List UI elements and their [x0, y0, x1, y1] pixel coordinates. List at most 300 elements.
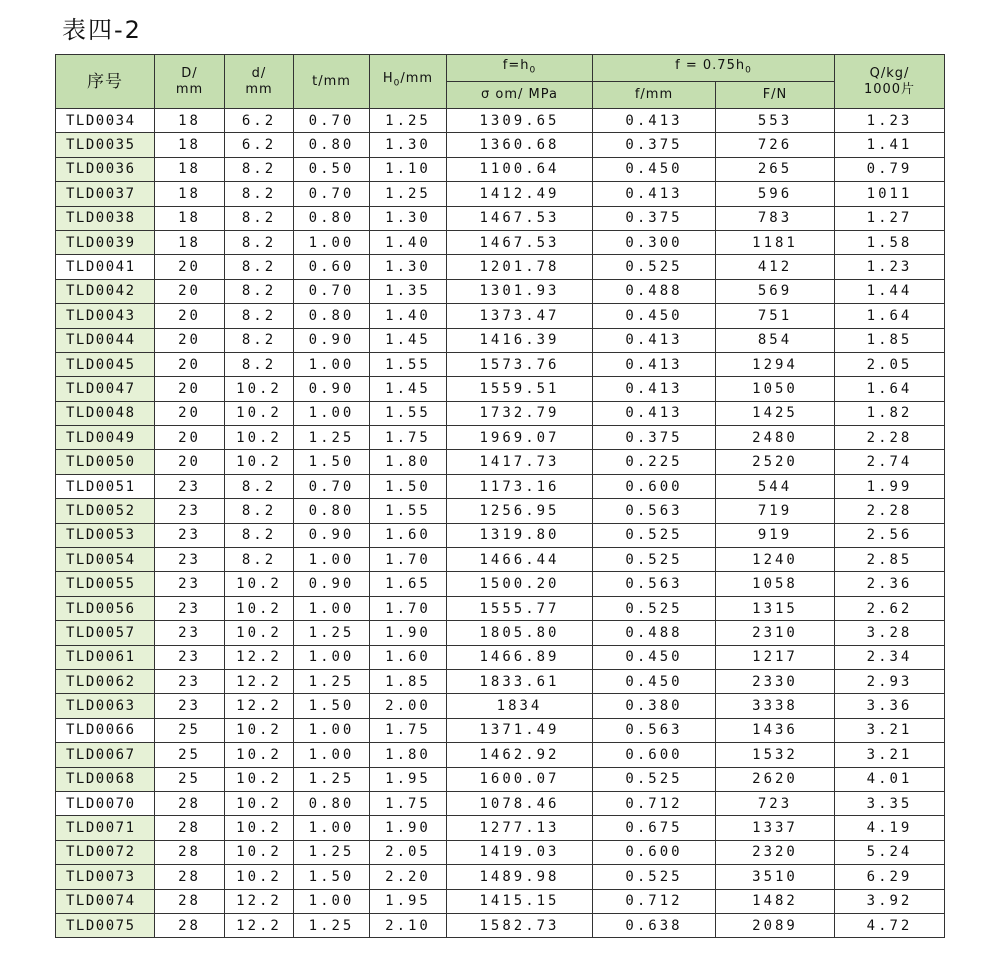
header-d [225, 55, 294, 109]
cell-sigma: 1416.39 [447, 328, 593, 352]
header-f: f/mm [593, 82, 716, 109]
cell-t: 0.70 [294, 182, 370, 206]
cell-sigma: 1467.53 [447, 230, 593, 254]
cell-sigma: 1319.80 [447, 523, 593, 547]
cell-sigma: 1100.64 [447, 157, 593, 181]
table-row [56, 889, 945, 913]
cell-code: TLD0053 [56, 523, 155, 547]
cell-f: 0.525 [593, 523, 716, 547]
cell-sigma: 1277.13 [447, 816, 593, 840]
table-body [56, 109, 945, 938]
cell-Q: 2.62 [835, 596, 945, 620]
cell-code: TLD0066 [56, 718, 155, 742]
cell-d: 10.2 [225, 401, 294, 425]
cell-d: 8.2 [225, 230, 294, 254]
cell-f: 0.638 [593, 913, 716, 937]
cell-f: 0.225 [593, 450, 716, 474]
cell-t: 0.90 [294, 572, 370, 596]
cell-code: TLD0047 [56, 377, 155, 401]
cell-sigma: 1078.46 [447, 791, 593, 815]
cell-f: 0.600 [593, 743, 716, 767]
cell-D: 18 [155, 133, 225, 157]
cell-F: 751 [716, 304, 835, 328]
cell-Q: 3.21 [835, 743, 945, 767]
cell-sigma: 1466.89 [447, 645, 593, 669]
cell-d: 8.2 [225, 157, 294, 181]
cell-F: 1058 [716, 572, 835, 596]
cell-d: 10.2 [225, 816, 294, 840]
cell-d: 12.2 [225, 694, 294, 718]
cell-code: TLD0037 [56, 182, 155, 206]
cell-Q: 3.28 [835, 621, 945, 645]
cell-d: 10.2 [225, 840, 294, 864]
cell-H0: 1.55 [370, 499, 447, 523]
cell-f: 0.413 [593, 401, 716, 425]
cell-d: 10.2 [225, 767, 294, 791]
table-row [56, 499, 945, 523]
header-d-line2: mm [245, 81, 273, 97]
page-title: 表四-2 [62, 16, 142, 44]
cell-D: 20 [155, 401, 225, 425]
cell-code: TLD0068 [56, 767, 155, 791]
table-row [56, 426, 945, 450]
cell-Q: 1.23 [835, 255, 945, 279]
cell-d: 6.2 [225, 133, 294, 157]
cell-d: 10.2 [225, 572, 294, 596]
cell-D: 18 [155, 182, 225, 206]
cell-sigma: 1417.73 [447, 450, 593, 474]
cell-Q: 3.21 [835, 718, 945, 742]
cell-f: 0.413 [593, 182, 716, 206]
cell-sigma: 1415.15 [447, 889, 593, 913]
cell-H0: 1.80 [370, 450, 447, 474]
cell-t: 1.00 [294, 596, 370, 620]
cell-Q: 4.19 [835, 816, 945, 840]
cell-D: 23 [155, 474, 225, 498]
cell-D: 20 [155, 426, 225, 450]
cell-H0: 1.55 [370, 401, 447, 425]
cell-H0: 1.65 [370, 572, 447, 596]
cell-f: 0.413 [593, 328, 716, 352]
cell-H0: 1.50 [370, 474, 447, 498]
cell-t: 0.70 [294, 279, 370, 303]
cell-t: 0.80 [294, 304, 370, 328]
cell-t: 1.00 [294, 230, 370, 254]
cell-t: 1.25 [294, 913, 370, 937]
cell-d: 10.2 [225, 718, 294, 742]
cell-F: 265 [716, 157, 835, 181]
cell-code: TLD0072 [56, 840, 155, 864]
cell-t: 1.00 [294, 816, 370, 840]
cell-d: 8.2 [225, 279, 294, 303]
cell-f: 0.600 [593, 474, 716, 498]
cell-Q: 2.28 [835, 426, 945, 450]
table-row [56, 743, 945, 767]
cell-F: 1315 [716, 596, 835, 620]
cell-d: 8.2 [225, 548, 294, 572]
cell-Q: 3.92 [835, 889, 945, 913]
cell-Q: 1.64 [835, 377, 945, 401]
table-row [56, 109, 945, 133]
table-row [56, 304, 945, 328]
cell-sigma: 1732.79 [447, 401, 593, 425]
cell-f: 0.525 [593, 548, 716, 572]
cell-F: 2330 [716, 669, 835, 693]
cell-F: 1050 [716, 377, 835, 401]
cell-Q: 1.85 [835, 328, 945, 352]
table-row [56, 157, 945, 181]
cell-d: 8.2 [225, 499, 294, 523]
cell-t: 1.25 [294, 669, 370, 693]
cell-F: 1217 [716, 645, 835, 669]
cell-code: TLD0052 [56, 499, 155, 523]
cell-code: TLD0070 [56, 791, 155, 815]
cell-D: 23 [155, 523, 225, 547]
cell-f: 0.488 [593, 621, 716, 645]
cell-F: 723 [716, 791, 835, 815]
cell-sigma: 1466.44 [447, 548, 593, 572]
cell-Q: 5.24 [835, 840, 945, 864]
cell-code: TLD0042 [56, 279, 155, 303]
header-D [155, 55, 225, 109]
cell-Q: 4.01 [835, 767, 945, 791]
cell-f: 0.525 [593, 596, 716, 620]
cell-sigma: 1834 [447, 694, 593, 718]
table-row [56, 548, 945, 572]
cell-d: 10.2 [225, 791, 294, 815]
cell-t: 1.25 [294, 621, 370, 645]
table-row [56, 621, 945, 645]
table-row [56, 669, 945, 693]
cell-D: 23 [155, 694, 225, 718]
cell-sigma: 1489.98 [447, 865, 593, 889]
cell-d: 12.2 [225, 913, 294, 937]
cell-f: 0.525 [593, 865, 716, 889]
cell-d: 10.2 [225, 450, 294, 474]
cell-F: 553 [716, 109, 835, 133]
cell-F: 596 [716, 182, 835, 206]
cell-H0: 2.00 [370, 694, 447, 718]
cell-H0: 1.35 [370, 279, 447, 303]
cell-Q: 1.64 [835, 304, 945, 328]
cell-F: 544 [716, 474, 835, 498]
cell-F: 3510 [716, 865, 835, 889]
cell-F: 2480 [716, 426, 835, 450]
cell-d: 8.2 [225, 255, 294, 279]
cell-f: 0.413 [593, 377, 716, 401]
cell-H0: 1.95 [370, 889, 447, 913]
table-row [56, 596, 945, 620]
cell-t: 1.25 [294, 840, 370, 864]
cell-f: 0.712 [593, 889, 716, 913]
cell-F: 412 [716, 255, 835, 279]
cell-H0: 1.85 [370, 669, 447, 693]
cell-D: 18 [155, 206, 225, 230]
cell-f: 0.300 [593, 230, 716, 254]
cell-F: 854 [716, 328, 835, 352]
cell-D: 28 [155, 791, 225, 815]
cell-H0: 1.90 [370, 621, 447, 645]
table-row [56, 230, 945, 254]
cell-f: 0.563 [593, 718, 716, 742]
cell-Q: 0.79 [835, 157, 945, 181]
cell-D: 23 [155, 548, 225, 572]
cell-t: 1.00 [294, 743, 370, 767]
cell-f: 0.563 [593, 499, 716, 523]
header-H0 [370, 55, 447, 109]
cell-F: 726 [716, 133, 835, 157]
cell-D: 25 [155, 767, 225, 791]
header-t: t/mm [294, 55, 370, 109]
cell-f: 0.600 [593, 840, 716, 864]
cell-F: 1532 [716, 743, 835, 767]
header-fh0-main: f=h [502, 57, 530, 73]
cell-f: 0.413 [593, 352, 716, 376]
cell-t: 0.90 [294, 523, 370, 547]
cell-f: 0.450 [593, 645, 716, 669]
cell-sigma: 1371.49 [447, 718, 593, 742]
cell-d: 12.2 [225, 669, 294, 693]
cell-H0: 2.20 [370, 865, 447, 889]
table-row [56, 913, 945, 937]
cell-H0: 1.25 [370, 182, 447, 206]
header-no: 序号 [56, 55, 155, 109]
cell-code: TLD0034 [56, 109, 155, 133]
cell-t: 1.00 [294, 548, 370, 572]
cell-H0: 1.70 [370, 596, 447, 620]
cell-t: 1.50 [294, 694, 370, 718]
cell-sigma: 1412.49 [447, 182, 593, 206]
cell-D: 18 [155, 230, 225, 254]
cell-d: 10.2 [225, 621, 294, 645]
cell-sigma: 1600.07 [447, 767, 593, 791]
header-sigma: σ om/ MPa [447, 82, 593, 109]
cell-Q: 1.82 [835, 401, 945, 425]
cell-Q: 2.36 [835, 572, 945, 596]
cell-f: 0.563 [593, 572, 716, 596]
cell-Q: 1.44 [835, 279, 945, 303]
table-row [56, 645, 945, 669]
cell-t: 1.00 [294, 645, 370, 669]
cell-d: 8.2 [225, 328, 294, 352]
cell-t: 0.90 [294, 377, 370, 401]
header-D-line1: D/ [181, 65, 198, 81]
cell-H0: 1.60 [370, 645, 447, 669]
header-f075-main: f = 0.75h [675, 57, 746, 73]
cell-H0: 1.40 [370, 304, 447, 328]
cell-f: 0.450 [593, 669, 716, 693]
header-d-line1: d/ [251, 65, 267, 81]
table-row [56, 328, 945, 352]
cell-code: TLD0038 [56, 206, 155, 230]
cell-d: 10.2 [225, 596, 294, 620]
cell-t: 0.50 [294, 157, 370, 181]
table-row [56, 694, 945, 718]
cell-D: 20 [155, 255, 225, 279]
cell-F: 1294 [716, 352, 835, 376]
cell-code: TLD0035 [56, 133, 155, 157]
cell-code: TLD0036 [56, 157, 155, 181]
table-row [56, 450, 945, 474]
cell-sigma: 1500.20 [447, 572, 593, 596]
cell-F: 1240 [716, 548, 835, 572]
cell-t: 0.70 [294, 474, 370, 498]
cell-D: 25 [155, 718, 225, 742]
cell-f: 0.450 [593, 304, 716, 328]
cell-D: 25 [155, 743, 225, 767]
table-row [56, 279, 945, 303]
cell-code: TLD0048 [56, 401, 155, 425]
cell-code: TLD0056 [56, 596, 155, 620]
cell-F: 569 [716, 279, 835, 303]
cell-code: TLD0050 [56, 450, 155, 474]
cell-Q: 1.99 [835, 474, 945, 498]
cell-t: 1.00 [294, 401, 370, 425]
cell-f: 0.488 [593, 279, 716, 303]
cell-sigma: 1467.53 [447, 206, 593, 230]
cell-code: TLD0051 [56, 474, 155, 498]
cell-Q: 1.23 [835, 109, 945, 133]
cell-d: 8.2 [225, 352, 294, 376]
table-row [56, 791, 945, 815]
cell-Q: 1.58 [835, 230, 945, 254]
cell-Q: 1.41 [835, 133, 945, 157]
cell-D: 23 [155, 669, 225, 693]
cell-sigma: 1559.51 [447, 377, 593, 401]
header-H0-sub: 0 [393, 78, 401, 89]
header-group-f075 [593, 55, 835, 82]
cell-D: 18 [155, 109, 225, 133]
cell-d: 10.2 [225, 377, 294, 401]
table-row [56, 352, 945, 376]
cell-t: 1.50 [294, 865, 370, 889]
table-row [56, 840, 945, 864]
cell-H0: 1.45 [370, 328, 447, 352]
cell-D: 20 [155, 377, 225, 401]
table-row [56, 572, 945, 596]
cell-t: 0.90 [294, 328, 370, 352]
cell-code: TLD0063 [56, 694, 155, 718]
cell-D: 28 [155, 889, 225, 913]
cell-t: 0.60 [294, 255, 370, 279]
cell-t: 0.70 [294, 109, 370, 133]
table-row [56, 401, 945, 425]
table-row [56, 865, 945, 889]
cell-F: 1181 [716, 230, 835, 254]
cell-D: 23 [155, 572, 225, 596]
header-D-line2: mm [175, 81, 204, 97]
table-row [56, 767, 945, 791]
cell-code: TLD0071 [56, 816, 155, 840]
cell-sigma: 1373.47 [447, 304, 593, 328]
cell-sigma: 1173.16 [447, 474, 593, 498]
cell-D: 28 [155, 840, 225, 864]
cell-Q: 2.56 [835, 523, 945, 547]
cell-F: 2320 [716, 840, 835, 864]
cell-H0: 1.70 [370, 548, 447, 572]
cell-H0: 2.05 [370, 840, 447, 864]
cell-f: 0.375 [593, 206, 716, 230]
cell-d: 8.2 [225, 206, 294, 230]
cell-code: TLD0039 [56, 230, 155, 254]
cell-sigma: 1833.61 [447, 669, 593, 693]
cell-D: 20 [155, 328, 225, 352]
cell-t: 1.50 [294, 450, 370, 474]
cell-H0: 1.75 [370, 426, 447, 450]
cell-sigma: 1309.65 [447, 109, 593, 133]
cell-Q: 2.85 [835, 548, 945, 572]
header-group-fh0 [447, 55, 593, 82]
cell-t: 0.80 [294, 499, 370, 523]
cell-D: 20 [155, 450, 225, 474]
cell-d: 10.2 [225, 743, 294, 767]
cell-H0: 1.90 [370, 816, 447, 840]
cell-code: TLD0044 [56, 328, 155, 352]
cell-Q: 1.27 [835, 206, 945, 230]
cell-F: 2310 [716, 621, 835, 645]
cell-f: 0.525 [593, 255, 716, 279]
cell-code: TLD0062 [56, 669, 155, 693]
cell-t: 1.25 [294, 767, 370, 791]
cell-F: 3338 [716, 694, 835, 718]
cell-code: TLD0057 [56, 621, 155, 645]
header-H0-main: H [382, 71, 394, 87]
cell-H0: 1.75 [370, 718, 447, 742]
cell-sigma: 1201.78 [447, 255, 593, 279]
cell-D: 28 [155, 816, 225, 840]
cell-t: 1.00 [294, 718, 370, 742]
cell-sigma: 1419.03 [447, 840, 593, 864]
cell-code: TLD0049 [56, 426, 155, 450]
header-F: F/N [716, 82, 835, 109]
cell-F: 1337 [716, 816, 835, 840]
spec-table [55, 54, 945, 938]
cell-t: 1.25 [294, 426, 370, 450]
cell-t: 1.00 [294, 889, 370, 913]
cell-d: 8.2 [225, 304, 294, 328]
cell-code: TLD0074 [56, 889, 155, 913]
cell-H0: 1.30 [370, 133, 447, 157]
cell-sigma: 1462.92 [447, 743, 593, 767]
cell-F: 1482 [716, 889, 835, 913]
cell-Q: 3.35 [835, 791, 945, 815]
cell-code: TLD0043 [56, 304, 155, 328]
cell-sigma: 1256.95 [447, 499, 593, 523]
header-fh0-sub: 0 [529, 65, 537, 76]
header-Q-line1: Q/kg/ [869, 65, 910, 81]
cell-F: 919 [716, 523, 835, 547]
cell-t: 1.00 [294, 352, 370, 376]
header-Q [835, 55, 945, 109]
cell-D: 23 [155, 621, 225, 645]
cell-Q: 2.28 [835, 499, 945, 523]
cell-f: 0.413 [593, 109, 716, 133]
cell-code: TLD0041 [56, 255, 155, 279]
header-f075-sub: 0 [745, 65, 752, 76]
cell-D: 28 [155, 865, 225, 889]
cell-D: 20 [155, 279, 225, 303]
cell-f: 0.375 [593, 133, 716, 157]
cell-H0: 1.55 [370, 352, 447, 376]
cell-d: 8.2 [225, 474, 294, 498]
header-H0-unit: /mm [400, 71, 434, 87]
cell-H0: 1.10 [370, 157, 447, 181]
cell-F: 2620 [716, 767, 835, 791]
cell-Q: 4.72 [835, 913, 945, 937]
table-row [56, 206, 945, 230]
cell-f: 0.675 [593, 816, 716, 840]
cell-D: 18 [155, 157, 225, 181]
